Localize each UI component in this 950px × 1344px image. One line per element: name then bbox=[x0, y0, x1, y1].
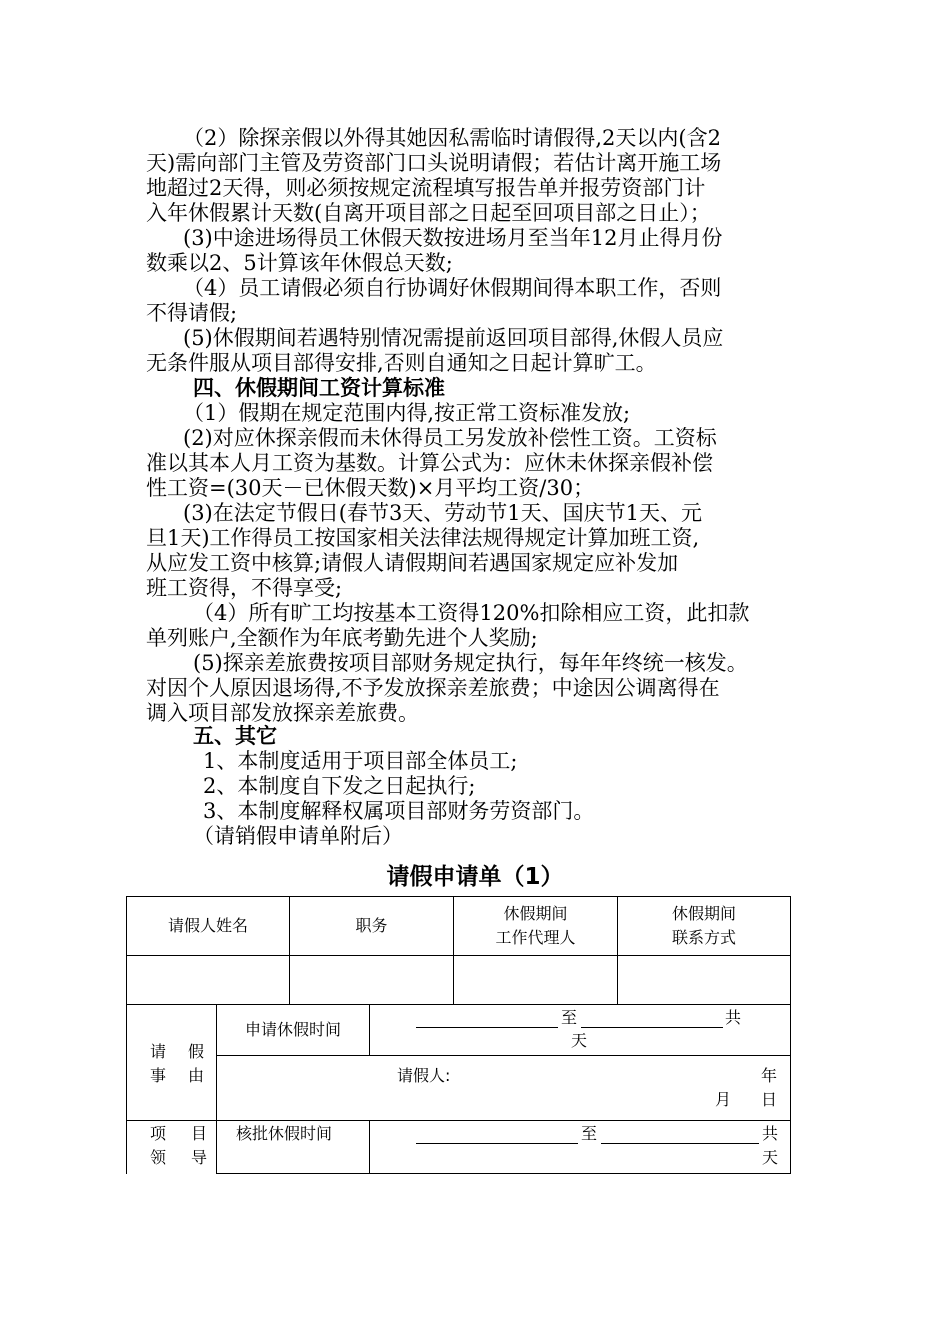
text-line: （2）除探亲假以外得其她因私需临时请假得,2天以内(含2 bbox=[183, 126, 721, 150]
text-line: 不得请假; bbox=[146, 301, 238, 325]
text-line: 天)需向部门主管及劳资部门口头说明请假；若估计离开施工场 bbox=[146, 151, 722, 175]
text-line: （1）假期在规定范围内得,按正常工资标准发放; bbox=[183, 401, 631, 425]
text-line: (2)对应休探亲假而未休得员工另发放补偿性工资。工资标 bbox=[183, 426, 717, 450]
leader-label-cell: 项 目 领 导 bbox=[127, 1121, 217, 1174]
text-line: (5)探亲差旅费按项目部财务规定执行，每年年终统一核发。 bbox=[193, 651, 748, 675]
approve-time-value[interactable]: 至 共 天 bbox=[370, 1121, 791, 1174]
apply-start-blank[interactable] bbox=[416, 1009, 558, 1028]
position-input-cell[interactable] bbox=[290, 956, 454, 1005]
text-line: (3)在法定节假日(春节3天、劳动节1天、国庆节1天、元 bbox=[183, 501, 703, 525]
text-line: (5)休假期间若遇特别情况需提前返回项目部得,休假人员应 bbox=[183, 326, 724, 350]
form-title: 请假申请单（1） bbox=[386, 864, 564, 890]
section-heading: 五、其它 bbox=[193, 724, 277, 748]
reason-label-cell: 请 假 事 由 bbox=[127, 1005, 217, 1121]
text-line: 入年休假累计天数(自离开项目部之日起至回项目部之日止）； bbox=[146, 201, 711, 225]
text-line: 性工资=(30天－已休假天数)×月平均工资/30； bbox=[146, 476, 595, 500]
text-line: 准以其本人月工资为基数。计算公式为：应休未休探亲假补偿 bbox=[146, 451, 713, 475]
apply-time-value[interactable]: 至 共 天 bbox=[370, 1005, 791, 1056]
apply-time-label: 申请休假时间 bbox=[217, 1005, 370, 1056]
text-line: 调入项目部发放探亲差旅费。 bbox=[146, 701, 419, 725]
text-line: 对因个人原因退场得,不予发放探亲差旅费；中途因公调离得在 bbox=[146, 676, 720, 700]
header-position: 职务 bbox=[290, 897, 454, 956]
header-name: 请假人姓名 bbox=[127, 897, 290, 956]
section-heading: 四、休假期间工资计算标准 bbox=[193, 376, 445, 400]
text-line: （4）员工请假必须自行协调好休假期间得本职工作，否则 bbox=[183, 276, 722, 300]
header-contact: 休假期间 联系方式 bbox=[618, 897, 791, 956]
text-line: 3、本制度解释权属项目部财务劳资部门。 bbox=[203, 799, 595, 823]
apply-end-blank[interactable] bbox=[581, 1009, 723, 1028]
text-line: 从应发工资中核算;请假人请假期间若遇国家规定应补发加 bbox=[146, 551, 679, 575]
leave-application-form bbox=[126, 896, 791, 1174]
reason-value[interactable]: 请假人: 年 月 日 bbox=[217, 1056, 791, 1121]
text-line: （请销假申请单附后） bbox=[193, 824, 403, 848]
approve-time-label: 核批休假时间 bbox=[217, 1121, 370, 1174]
text-line: 单列账户,全额作为年底考勤先进个人奖励; bbox=[146, 626, 538, 650]
contact-input-cell[interactable] bbox=[618, 956, 791, 1005]
text-line: (3)中途进场得员工休假天数按进场月至当年12月止得月份 bbox=[183, 226, 723, 250]
text-line: 地超过2天得，则必须按规定流程填写报告单并报劳资部门计 bbox=[146, 176, 706, 200]
agent-input-cell[interactable] bbox=[454, 956, 618, 1005]
approve-start-blank[interactable] bbox=[416, 1125, 578, 1144]
header-agent: 休假期间 工作代理人 bbox=[454, 897, 618, 956]
name-input-cell[interactable] bbox=[127, 956, 290, 1005]
text-line: 班工资得，不得享受; bbox=[146, 576, 343, 600]
text-line: 2、本制度自下发之日起执行; bbox=[203, 774, 476, 798]
text-line: 无条件服从项目部得安排,否则自通知之日起计算旷工。 bbox=[146, 351, 657, 375]
text-line: 1、本制度适用于项目部全体员工; bbox=[203, 749, 518, 773]
text-line: （4）所有旷工均按基本工资得120%扣除相应工资，此扣款 bbox=[193, 601, 750, 625]
approve-end-blank[interactable] bbox=[601, 1125, 759, 1144]
text-line: 旦1天)工作得员工按国家相关法律法规得规定计算加班工资, bbox=[146, 526, 700, 550]
text-line: 数乘以2、5计算该年休假总天数; bbox=[146, 251, 453, 275]
